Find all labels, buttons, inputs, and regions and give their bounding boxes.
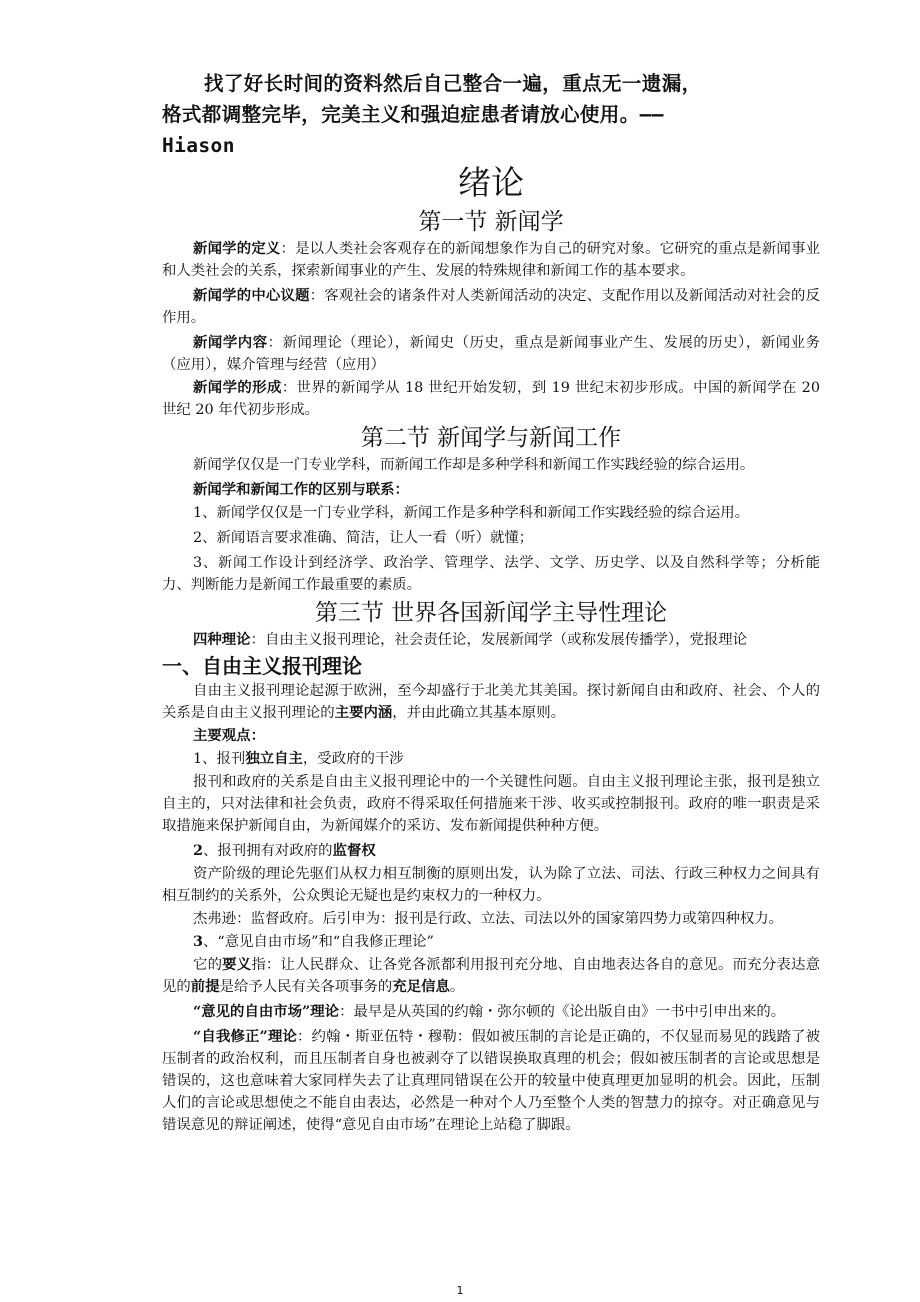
self-correction-paragraph bbox=[162, 1026, 820, 1136]
point-1-body: 报刊和政府的关系是自由主义报刊理论中的一个关键性问题。自由主义报刊理论主张，报刊是独立自主的，只对法律和社会负责，政府不得采取任何措施来干涉、收买或控制报刊。政府的唯一职责是采取措施来保护新闻自由，为新闻媒介的采访、发布新闻提供种种方便。 bbox=[162, 774, 820, 834]
difference-item-2: 2、新闻语言要求准确、简洁，让人一看（听）就懂； bbox=[193, 530, 534, 546]
central-topic-text: ：客观社会的诸条件对人类新闻活动的决定、支配作用以及新闻活动对社会的反作用。 bbox=[162, 288, 820, 326]
main-connotation: 主要内涵 bbox=[334, 704, 393, 721]
point-1-prefix: 1、报刊 bbox=[193, 751, 246, 767]
page-number: 1 bbox=[456, 1284, 464, 1297]
chapter-title: 绪论 bbox=[458, 163, 524, 202]
four-theories-text: ：自由主义报刊理论，社会责任论，发展新闻学（或称发展传播学），党报理论 bbox=[250, 632, 748, 648]
formation-text: ：世界的新闻学从 18 世纪开始发轫，到 19 世纪末初步形成。中国的新闻学在 20 世纪 20 年代初步形成。 bbox=[162, 380, 820, 418]
section-2-title: 第二节 新闻学与新闻工作 bbox=[360, 425, 622, 451]
content-label: 新闻学内容 bbox=[193, 334, 268, 351]
part-1-heading: 一、自由主义报刊理论 bbox=[162, 654, 362, 678]
point-2-prefix: 、报刊拥有对政府的 bbox=[203, 843, 333, 859]
content-paragraph bbox=[162, 332, 820, 376]
document-body bbox=[162, 160, 820, 1137]
intro-line-3: Hiason bbox=[162, 134, 235, 157]
req-keyword-premise: 前提 bbox=[190, 978, 220, 995]
formation-paragraph bbox=[162, 377, 820, 421]
point-2-heading bbox=[162, 840, 820, 862]
point-2-jefferson: 杰弗逊：监督政府。后引申为：报刊是行政、立法、司法以外的国家第四势力或第四种权力。 bbox=[193, 911, 784, 927]
point-3-number: 3 bbox=[193, 933, 204, 950]
point-1-heading bbox=[162, 748, 820, 770]
point-2-number: 2 bbox=[193, 842, 204, 859]
section-2-paragraph: 新闻学仅仅是一门专业学科，而新闻工作却是多种学科和新闻工作实践经验的综合运用。 bbox=[193, 457, 755, 473]
point-3-heading bbox=[162, 931, 820, 953]
definition-text: ：是以人类社会客观存在的新闻想象作为自己的研究对象。它研究的重点是新闻事业和人类社会的关系，探索新闻事业的产生、发展的特殊规律和新闻工作的基本要求。 bbox=[162, 241, 820, 279]
part-1-intro-end: ，并由此确立其基本原则。 bbox=[392, 705, 565, 721]
four-theories-paragraph bbox=[162, 629, 820, 651]
main-points-label: 主要观点： bbox=[193, 727, 265, 744]
req-text-c: 指：让人民群众、让各党各派都利用报刊充分地、自由地表达各自的意见。而充分表达意见的 bbox=[162, 957, 820, 995]
difference-label-paragraph bbox=[162, 479, 820, 501]
part-1-intro bbox=[162, 680, 820, 724]
self-correction-label: “自我修正”理论 bbox=[193, 1028, 298, 1045]
four-theories-label: 四种理论 bbox=[193, 631, 251, 648]
intro-note bbox=[162, 68, 812, 161]
central-topic-paragraph bbox=[162, 285, 820, 329]
content-text: ：新闻理论（理论），新闻史（历史，重点是新闻事业产生、发展的历史），新闻业务（应用），媒介管理与经营（应用） bbox=[162, 335, 820, 373]
req-keyword-essence: 要义 bbox=[222, 956, 252, 973]
point-3-requirement bbox=[162, 954, 820, 998]
point-2-keyword: 监督权 bbox=[332, 842, 376, 859]
market-theory-label: “意见的自由市场”理论 bbox=[193, 1003, 340, 1020]
intro-line-2: 格式都调整完毕，完美主义和强迫症患者请放心使用。—— bbox=[162, 103, 664, 126]
req-text-e: 是给予人民有关各项事务的 bbox=[219, 979, 393, 995]
definition-label: 新闻学的定义 bbox=[193, 240, 281, 257]
market-theory-paragraph bbox=[162, 1001, 820, 1023]
req-text-a: 它的 bbox=[193, 957, 223, 973]
main-points-paragraph bbox=[162, 725, 820, 747]
difference-item-3: 3、新闻工作设计到经济学、政治学、管理学、法学、文学、历史学、以及自然科学等；分析能力、判断能力是新闻工作最重要的素质。 bbox=[162, 555, 820, 593]
intro-line-1: 找了好长时间的资料然后自己整合一遍，重点无一遗漏， bbox=[204, 72, 702, 95]
section-3-title: 第三节 世界各国新闻学主导性理论 bbox=[314, 600, 668, 626]
point-3-title: 、“意见自由市场”和“自我修正理论” bbox=[203, 934, 434, 950]
point-2-body: 资产阶级的理论先驱们从权力相互制衡的原则出发，认为除了立法、司法、行政三种权力之间具有相互制约的关系外，公众舆论无疑也是约束权力的一种权力。 bbox=[162, 866, 820, 904]
self-correction-text: ：约翰・斯亚伍特・穆勒：假如被压制的言论是正确的，不仅显而易见的践踏了被压制者的政治权利，而且压制者自身也被剥夺了以错误换取真理的机会；假如被压制者的言论或思想是错误的，这也意味着大家同样失去了让真理同错误在公开的较量中使真理更加显明的机会。因此，压制人们的言论或思想使之不能自由表达，必然是一种对个人乃至整个人类的智慧力的掠夺。对正确意见与错误意见的辩证阐述，使得“意见自由市场”在理论上站稳了脚跟。 bbox=[162, 1029, 820, 1133]
point-1-suffix: ，受政府的干涉 bbox=[302, 751, 404, 767]
difference-label: 新闻学和新闻工作的区别与联系： bbox=[193, 481, 409, 498]
difference-item-1: 1、新闻学仅仅是一门专业学科，新闻工作是多种学科和新闻工作实践经验的综合运用。 bbox=[193, 505, 750, 521]
req-keyword-info: 充足信息 bbox=[392, 978, 450, 995]
point-1-keyword: 独立自主 bbox=[245, 750, 303, 767]
part-1-intro-text: 自由主义报刊理论起源于欧洲，至今却盛行于北美尤其美国。探讨新闻自由和政府、社会、个人的关系是自由主义报刊理论的 bbox=[162, 683, 820, 721]
market-theory-text: ：最早是从英国的约翰・弥尔顿的《论出版自由》一书中引申出来的。 bbox=[339, 1004, 786, 1020]
req-text-g: 。 bbox=[449, 979, 465, 995]
central-topic-label: 新闻学的中心议题 bbox=[193, 287, 310, 304]
formation-label: 新闻学的形成 bbox=[193, 379, 282, 396]
definition-paragraph bbox=[162, 238, 820, 282]
section-1-title: 第一节 新闻学 bbox=[418, 209, 564, 235]
